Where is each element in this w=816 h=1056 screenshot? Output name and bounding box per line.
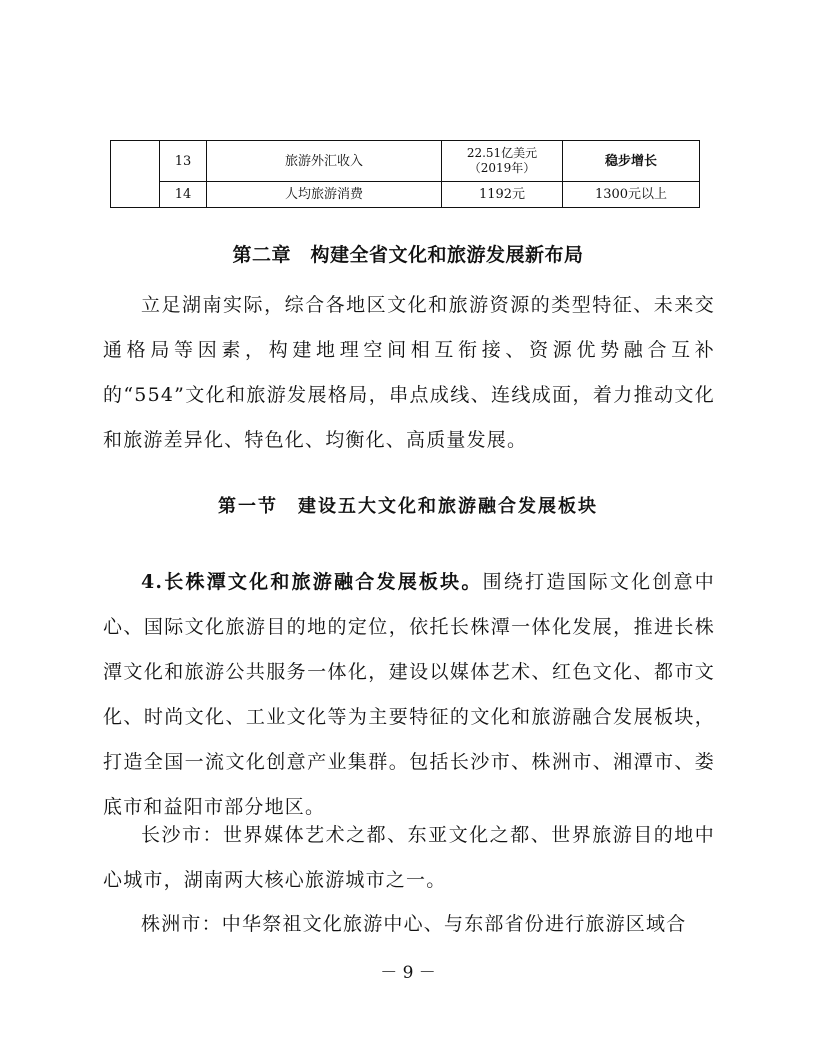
baseline-value-cell bbox=[442, 141, 563, 182]
block-paragraph-lead: 4.长株潭文化和旅游融合发展板块。 bbox=[141, 571, 483, 593]
table-row bbox=[111, 141, 700, 182]
table-row bbox=[111, 182, 700, 208]
changsha-paragraph: 长沙市：世界媒体艺术之都、东亚文化之都、世界旅游目的地中心城市，湖南两大核心旅游城市之一。 bbox=[103, 824, 715, 891]
chapter-title: 第二章 构建全省文化和旅游发展新布局 bbox=[232, 244, 584, 266]
target-value-cell: 1300元以上 bbox=[563, 182, 700, 208]
baseline-value-cell: 1192元 bbox=[442, 182, 563, 208]
section-title: 第一节 建设五大文化和旅游融合发展板块 bbox=[218, 496, 598, 517]
page-number: － 9 － bbox=[380, 963, 436, 983]
indicator-name-cell: 旅游外汇收入 bbox=[207, 141, 442, 182]
row-number-cell: 14 bbox=[160, 182, 207, 208]
baseline-year: （2019年） bbox=[468, 161, 536, 175]
indicator-name-cell: 人均旅游消费 bbox=[207, 182, 442, 208]
indicator-table bbox=[110, 140, 700, 208]
category-cell bbox=[111, 141, 160, 208]
baseline-value: 22.51亿美元 bbox=[466, 146, 538, 160]
block-paragraph bbox=[103, 560, 715, 830]
intro-paragraph: 立足湖南实际，综合各地区文化和旅游资源的类型特征、未来交通格局等因素，构建地理空间相互衔接、资源优势融合互补的“554”文化和旅游发展格局，串点成线、连线成面，着力推动文化和旅游差异化、特色化、均衡化、高质量发展。 bbox=[103, 294, 715, 451]
zhuzhou-paragraph: 株洲市：中华祭祖文化旅游中心、与东部省份进行旅游区域合 bbox=[141, 913, 687, 935]
target-value-cell: 稳步增长 bbox=[563, 141, 700, 182]
block-paragraph-body: 围绕打造国际文化创意中心、国际文化旅游目的地的定位，依托长株潭一体化发展，推进长株潭文化和旅游公共服务一体化，建设以媒体艺术、红色文化、都市文化、时尚文化、工业文化等为主要特征的文化和旅游融合发展板块，打造全国一流文化创意产业集群。包括长沙市、株洲市、湘潭市、娄底市和益阳市部分地区。 bbox=[103, 571, 715, 818]
row-number-cell: 13 bbox=[160, 141, 207, 182]
